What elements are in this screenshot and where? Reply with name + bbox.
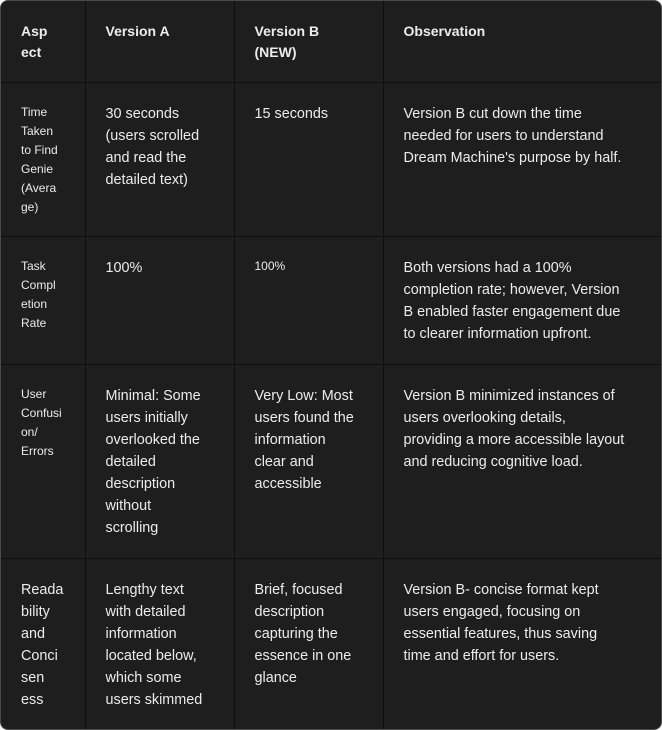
cell-observation: Version B- concise format kept users engaged, focusing on essential features, thus saving time and effort for users.	[403, 581, 599, 664]
header-observation: Observation	[383, 1, 661, 82]
table-header-row	[1, 1, 661, 82]
cell-version-a: Minimal: Some users initially overlooked the detailed description without scrolling	[85, 364, 234, 558]
cell-version-b: 100%	[234, 236, 383, 364]
cell-aspect: Task Compl etion Rate	[1, 236, 85, 364]
cell-version-a: Lengthy text with detailed information located below, which some users skimmed	[85, 558, 234, 729]
header-version-b: Version B (NEW)	[234, 1, 383, 82]
cell-aspect: Reada bility and Conci sen ess	[1, 558, 85, 729]
comparison-table	[1, 1, 661, 729]
cell-version-a: 100%	[85, 236, 234, 364]
table-row	[1, 82, 661, 236]
table-row	[1, 364, 661, 558]
cell-version-a: 30 seconds (users scrolled and read the detailed text)	[85, 82, 234, 236]
table-row	[1, 236, 661, 364]
cell-aspect: User Confusi on/ Errors	[1, 364, 85, 558]
header-aspect: Asp ect	[1, 1, 85, 82]
cell-observation: Version B minimized instances of users overlooking details, providing a more accessible layout and reducing cognitive load.	[383, 364, 661, 558]
cell-version-b: Brief, focused description capturing the essence in one glance	[234, 558, 383, 729]
cell-observation: Both versions had a 100% completion rate; however, Version B enabled faster engagement due to clearer information upfront.	[383, 236, 661, 364]
cell-version-b: 15 seconds	[234, 82, 383, 236]
cell-version-b: Very Low: Most users found the information clear and accessible	[234, 364, 383, 558]
table-row	[1, 558, 661, 729]
cell-aspect: Time Taken to Find Genie (Avera ge)	[1, 82, 85, 236]
header-version-a: Version A	[85, 1, 234, 82]
cell-observation: Version B cut down the time needed for users to understand Dream Machine's purpose by half.	[383, 82, 661, 236]
